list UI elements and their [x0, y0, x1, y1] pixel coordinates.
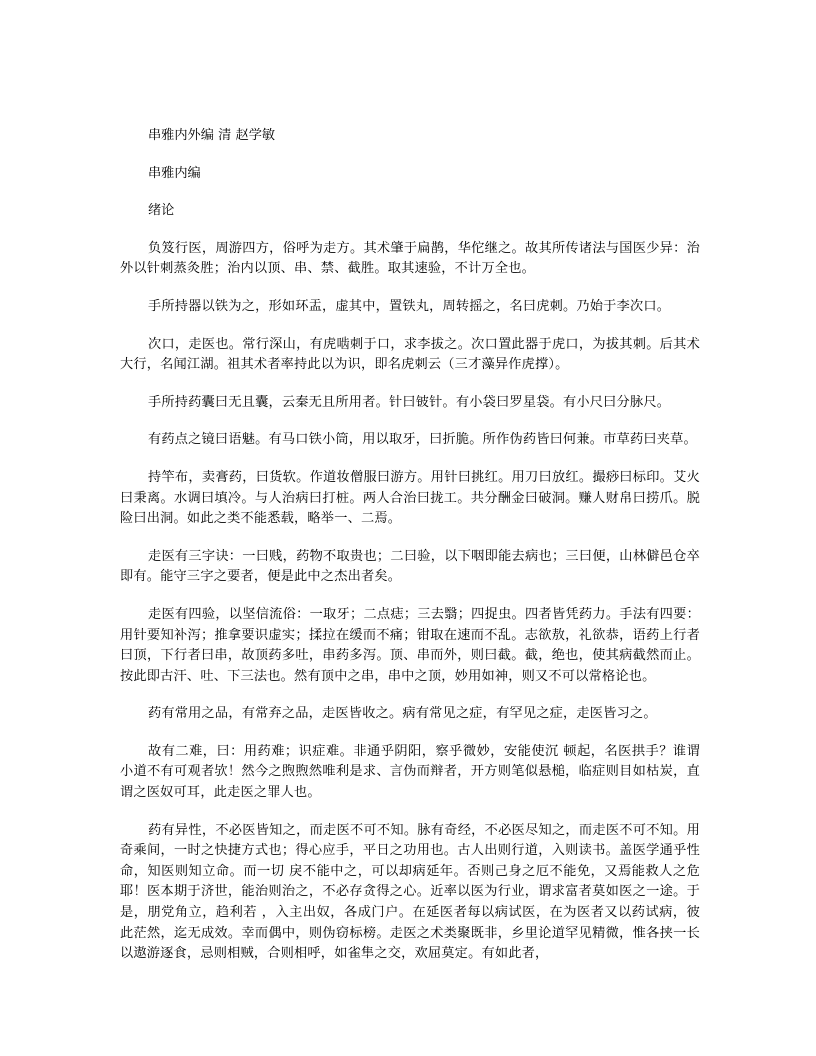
- paragraph: 次口，走医也。常行深山，有虎啮刺于口，求李拔之。次口置此器于虎口，为拔其刺。后其术大行，名闻江湖。祖其术者率持此以为识，即名虎刺云（三才藻异作虎撑）。: [120, 336, 700, 373]
- paragraph: 有药点之镜曰语魅。有马口铁小筒，用以取牙，曰折脆。所作伪药皆曰何兼。市草药曰夹草。: [148, 432, 697, 448]
- paragraph: 负笈行医，周游四方，俗呼为走方。其术肇于扁鹊，华佗继之。故其所传诸法与国医少异：治外以针刺蒸灸胜；治内以顶、串、禁、截胜。取其速验，不计万全也。: [120, 240, 700, 277]
- section-title: 串雅内编: [148, 165, 201, 181]
- paragraph: 药有常用之品，有常弃之品，走医皆收之。病有常见之症，有罕见之症，走医皆习之。: [148, 706, 657, 722]
- document-body: [120, 126, 700, 982]
- document-title: 串雅内外编 清 赵学敏: [148, 128, 276, 143]
- paragraph: 手所持器以铁为之，形如环盂，虚其中，置铁丸，周转摇之，名曰虎刺。乃始于李次口。: [148, 298, 671, 314]
- chapter-title: 绪论: [148, 203, 175, 219]
- paragraph: 手所持药囊曰无且囊，云秦无且所用者。针曰铍针。有小袋曰罗星袋。有小尺曰分脉尺。: [148, 394, 671, 410]
- paragraph: 故有二难，曰：用药难；识症难。非通乎阴阳，察乎微妙，安能使沉 顿起，名医拱手？谁谓小道不有可观者欤！然今之煦煦然唯利是求、言伪而辩者，开方则笔似悬槌，临症则目如枯炭，直谓之医奴可耳，此走医之罪人也。: [120, 743, 700, 801]
- paragraph: 走医有三字诀：一曰贱，药物不取贵也；二曰验，以下咽即能去病也；三曰便，山林僻邑仓卒即有。能守三字之要者，便是此中之杰出者矣。: [120, 548, 700, 585]
- paragraph: 走医有四验，以坚信流俗：一取牙；二点痣；三去翳；四捉虫。四者皆凭药力。手法有四要：用针要知补泻；推拿要识虚实；揉拉在缓而不痛；钳取在速而不乱。志欲敖，礼欲恭，语药上行者曰顶，下行者曰串，故顶药多吐，串药多泻。顶、串而外，则曰截。截，绝也，使其病截然而止。按此即古汗、吐、下三法也。然有顶中之串，串中之顶，妙用如神，则又不可以常格论也。: [120, 606, 700, 684]
- paragraph: 药有异性，不必医皆知之，而走医不可不知。脉有奇经，不必医尽知之，而走医不可不知。用奇乘间，一时之快捷方式也；得心应手，平日之功用也。古人出则行道，入则读书。盖医学通乎性命，知医则知立命。而一切 戾不能中之，可以却病延年。否则己身之厄不能免，又焉能救人之危耶！医本期于济世，能治则治之，不必存贪得之心。近率以医为行业，谓求富者莫如医之一途。于是，朋党角立，趋利若 ，入主出奴，各成门户。在延医者每以病试医，在为医者又以药试病，彼此茫然，迄无成效。幸而偶中，则伪窃标榜。走医之术类聚既非，乡里论道罕见精微，惟各挟一长以遨游逐食，忌则相贼，合则相呼，如雀隼之交，欢屈莫定。有如此者，: [120, 822, 700, 962]
- paragraph: 持竿布，卖膏药，曰货软。作道妆僧服曰游方。用针曰挑红。用刀曰放红。撮痧曰标印。艾火曰秉离。水调曰填冷。与人治病曰打桩。两人合治曰拢工。共分酬金曰破洞。赚人财帛曰捞爪。脱险曰出洞。如此之类不能悉载，略举一、二焉。: [120, 469, 700, 527]
